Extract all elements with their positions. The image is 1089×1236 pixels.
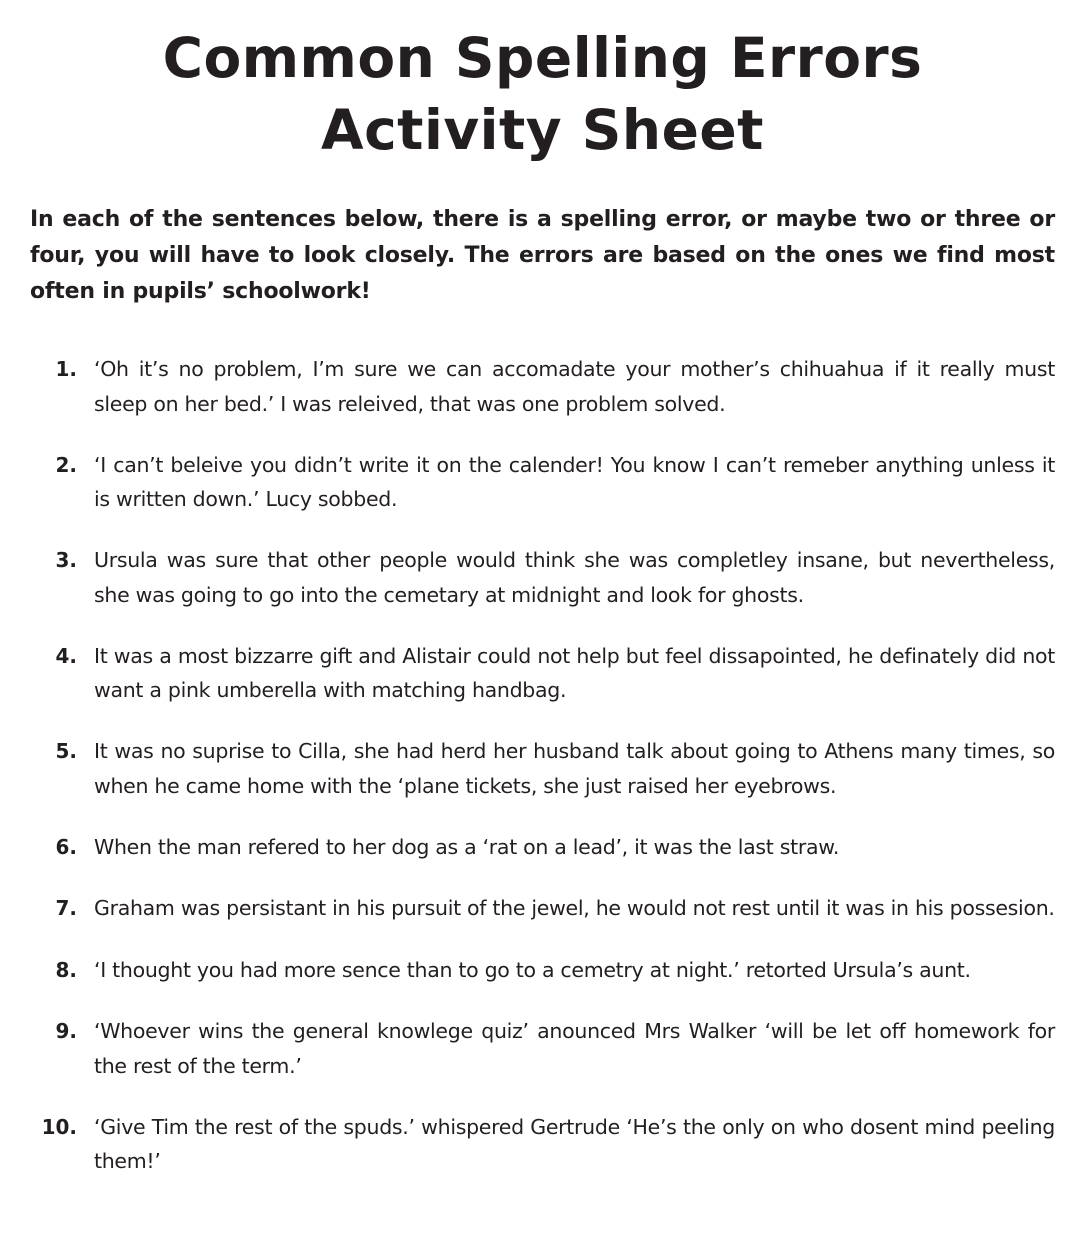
title-line-2: Activity Sheet <box>321 98 764 162</box>
list-item <box>30 639 1055 708</box>
sentence-list <box>30 352 1055 1179</box>
item-sentence: ‘Whoever wins the general knowlege quiz’ anounced Mrs Walker ‘will be let off homework for the rest of the term.’ <box>94 1019 1055 1078</box>
item-number: 3. <box>55 548 77 572</box>
item-sentence: ‘I thought you had more sence than to go to a cemetry at night.’ retorted Ursula’s aunt. <box>94 957 971 982</box>
title-line-1: Common Spelling Errors <box>162 26 923 90</box>
item-number: 8. <box>55 957 77 982</box>
item-number: 1. <box>55 357 77 381</box>
item-sentence: It was no suprise to Cilla, she had herd her husband talk about going to Athens many times, so when he came home with the ‘plane tickets, she just raised her eyebrows. <box>94 739 1055 798</box>
item-sentence: ‘Give Tim the rest of the spuds.’ whispered Gertrude ‘He’s the only on who dosent mind peeling them!’ <box>94 1114 1055 1173</box>
instructions-paragraph: In each of the sentences below, there is a spelling error, or maybe two or three or four, you will have to look closely. The errors are based on the ones we find most often in pupils’ schoolwork! <box>30 207 1055 304</box>
page-title <box>30 0 1055 166</box>
list-item <box>30 891 1055 926</box>
item-number: 2. <box>55 452 77 477</box>
item-sentence: ‘I can’t beleive you didn’t write it on the calender! You know I can’t remeber anything unless it is written down.’ Lucy sobbed. <box>94 452 1055 511</box>
item-number: 6. <box>55 834 77 859</box>
list-item <box>30 953 1055 988</box>
item-number: 4. <box>55 643 77 668</box>
item-number: 5. <box>55 739 77 763</box>
item-sentence: Ursula was sure that other people would think she was completley insane, but nevertheless, she was going to go into the cemetary at midnight and look for ghosts. <box>94 548 1055 607</box>
item-sentence: It was a most bizzarre gift and Alistair could not help but feel dissapointed, he definately did not want a pink umberella with matching handbag. <box>94 643 1055 702</box>
item-number: 10. <box>41 1114 77 1139</box>
list-item <box>30 830 1055 865</box>
item-sentence: Graham was persistant in his pursuit of the jewel, he would not rest until it was in his possesion. <box>94 896 1055 920</box>
list-item <box>30 448 1055 517</box>
item-number: 9. <box>55 1019 77 1043</box>
list-item <box>30 352 1055 421</box>
list-item <box>30 1014 1055 1083</box>
list-item <box>30 1110 1055 1179</box>
list-item <box>30 543 1055 612</box>
item-number: 7. <box>55 896 77 920</box>
item-sentence: When the man refered to her dog as a ‘rat on a lead’, it was the last straw. <box>94 834 840 859</box>
list-item <box>30 734 1055 803</box>
item-sentence: ‘Oh it’s no problem, I’m sure we can accomadate your mother’s chihuahua if it really must sleep on her bed.’ I was releived, that was one problem solved. <box>94 357 1055 416</box>
